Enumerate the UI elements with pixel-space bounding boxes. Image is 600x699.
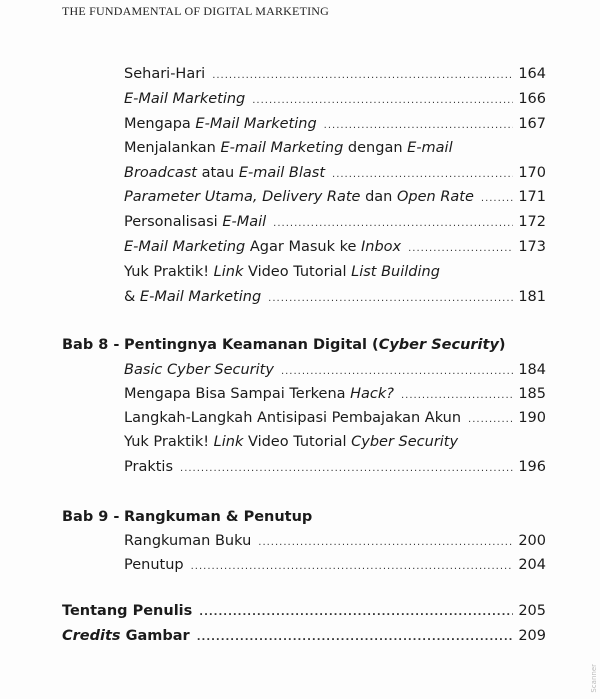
page-number: 171 xyxy=(518,189,546,205)
dot-leader xyxy=(481,194,513,204)
entry-title: Parameter Utama, Delivery Rate dan Open Rate xyxy=(124,189,474,205)
toc-entry[interactable] xyxy=(124,116,546,132)
page-number: 200 xyxy=(518,533,546,549)
page-number: 209 xyxy=(518,628,546,644)
toc-entry[interactable] xyxy=(124,459,546,475)
running-head: THE FUNDAMENTAL OF DIGITAL MARKETING xyxy=(62,4,330,18)
entry-title: & E-Mail Marketing xyxy=(124,289,262,305)
dot-leader xyxy=(468,415,513,425)
page-number: 205 xyxy=(518,603,546,619)
entry-title: Mengapa Bisa Sampai Terkena Hack? xyxy=(124,386,394,402)
entry-title: Personalisasi E-Mail xyxy=(124,214,267,230)
entry-title: E-Mail Marketing Agar Masuk ke Inbox xyxy=(124,239,402,255)
dot-leader xyxy=(191,562,514,572)
toc-entry[interactable] xyxy=(124,66,546,82)
dot-leader xyxy=(252,96,513,106)
page-number: 173 xyxy=(518,239,546,255)
chapter-title: Pentingnya Keamanan Digital (Cyber Security) xyxy=(124,337,506,353)
toc-entry-credits[interactable] xyxy=(62,628,546,644)
dot-leader xyxy=(212,71,513,81)
entry-title: Praktis xyxy=(124,459,174,475)
entry-title: Credits Gambar xyxy=(62,628,190,644)
page-number: 164 xyxy=(518,66,546,82)
toc-entry[interactable] xyxy=(124,362,546,378)
chapter-number: Bab 8 - xyxy=(62,337,120,353)
chapter-heading[interactable] xyxy=(62,337,506,353)
page-number: 170 xyxy=(518,165,546,181)
dot-leader xyxy=(273,219,513,229)
dot-leader xyxy=(332,170,513,180)
entry-title: Mengapa E-Mail Marketing xyxy=(124,116,317,132)
toc-entry-author[interactable] xyxy=(62,603,546,619)
page-number: 181 xyxy=(518,289,546,305)
toc-entry[interactable] xyxy=(124,165,546,181)
entry-title: Rangkuman Buku xyxy=(124,533,252,549)
entry-title: Penutup xyxy=(124,557,184,573)
page-number: 166 xyxy=(518,91,546,107)
toc-entry[interactable] xyxy=(124,214,546,230)
dot-leader xyxy=(180,464,513,474)
scanner-watermark: Scanner xyxy=(590,664,598,693)
page-number: 172 xyxy=(518,214,546,230)
toc-entry[interactable] xyxy=(124,189,546,205)
page-number: 185 xyxy=(518,386,546,402)
dot-leader xyxy=(324,121,514,131)
dot-leader xyxy=(258,538,513,548)
toc-entry[interactable] xyxy=(124,533,546,549)
toc-entry[interactable] xyxy=(124,557,546,573)
entry-title: E-Mail Marketing xyxy=(124,91,246,107)
entry-title: Sehari-Hari xyxy=(124,66,206,82)
dot-leader xyxy=(268,294,513,304)
chapter-title: Rangkuman & Penutup xyxy=(124,509,313,525)
toc-entry-line1[interactable]: Yuk Praktik! Link Video Tutorial Cyber Security xyxy=(124,434,459,450)
entry-title: Basic Cyber Security xyxy=(124,362,274,378)
page-number: 190 xyxy=(518,410,546,426)
entry-title: Langkah-Langkah Antisipasi Pembajakan Akun xyxy=(124,410,462,426)
toc-entry[interactable] xyxy=(124,239,546,255)
toc-entry-line1[interactable]: Menjalankan E-mail Marketing dengan E-mail xyxy=(124,140,453,156)
page-number: 196 xyxy=(518,459,546,475)
toc-entry[interactable] xyxy=(124,91,546,107)
dot-leader xyxy=(281,367,513,377)
page-number: 167 xyxy=(518,116,546,132)
page-number: 184 xyxy=(518,362,546,378)
dot-leader xyxy=(401,391,513,401)
toc-entry[interactable] xyxy=(124,289,546,305)
toc-entry[interactable] xyxy=(124,410,546,426)
chapter-number: Bab 9 - xyxy=(62,509,120,525)
entry-title: Tentang Penulis xyxy=(62,603,193,619)
dot-leader xyxy=(197,633,514,643)
toc-entry[interactable] xyxy=(124,386,546,402)
dot-leader xyxy=(408,244,513,254)
page-number: 204 xyxy=(518,557,546,573)
chapter-heading[interactable] xyxy=(62,509,312,525)
toc-entry-line1[interactable]: Yuk Praktik! Link Video Tutorial List Building xyxy=(124,264,440,280)
dot-leader xyxy=(199,608,513,618)
entry-title: Broadcast atau E-mail Blast xyxy=(124,165,326,181)
